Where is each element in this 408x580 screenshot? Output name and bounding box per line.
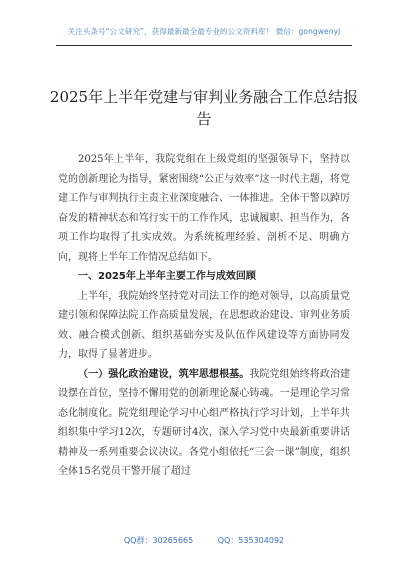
intro-paragraph: 2025年上半年，我院党组在上级党组的坚强领导下，坚持以党的创新理论为指导，紧密围绕“公正与效率”这一时代主题，将党建工作与审判执行主责主业深度融合、一体推进。全体干警以踔厉奋发的精神状态和笃行实干的工作作风，忠诚履职、担当作为，各项工作均取得了扎实成效。为系统梳理经验、剖析不足、明确方向，现将上半年工作情况总结如下。: [58, 154, 350, 263]
section-paragraph: 上半年，我院始终坚持党对司法工作的绝对领导，以高质量党建引领和保障法院工作高质量发展，在思想政治建设、审判业务质效、融合模式创新、组织基础夯实及队伍作风建设等方面协同发力，取得了显著进步。: [58, 290, 350, 360]
footer-contact: [0, 535, 408, 546]
subsection-text: 我院党组始终将政治建设摆在首位，坚持不懈用党的创新理论凝心铸魂。一是理论学习常态化制度化。院党组理论学习中心组严格执行学习计划，上半年共组织集中学习12次，专题研讨4次，深入学习党中央最新重要讲话精神及一系列重要会议决议。各党小组依托“三会一课”制度，组织全体15名党员干警开展了超过: [58, 368, 351, 477]
qq-number: QQ：535304092: [217, 536, 285, 545]
subsection-paragraph: [58, 365, 350, 482]
document-title: 2025年上半年党建与审判业务融合工作总结报告: [49, 88, 359, 128]
subsection-lead: （一）强化政治建设，筑牢思想根基。: [78, 368, 250, 380]
document-body: [58, 150, 350, 482]
qq-group: QQ群：30265665: [123, 536, 194, 545]
header-note: 关注头条号“公文研究”，获得最新最全最专业的公文资料库！ 微信：gongwenyj: [67, 27, 341, 36]
header-divider: [56, 45, 352, 46]
section-heading: 一、2025年上半年主要工作与成效回顾: [78, 271, 256, 282]
